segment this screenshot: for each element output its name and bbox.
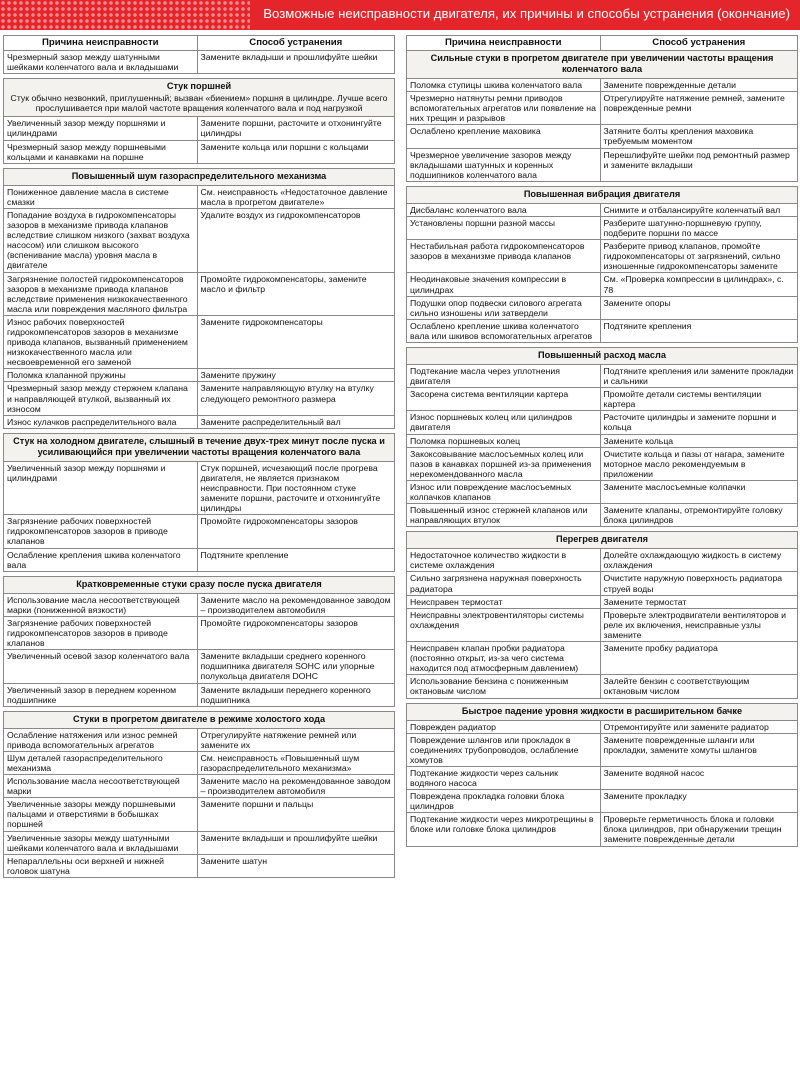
cause-cell: Установлены поршни разной массы	[407, 216, 601, 239]
table-row	[4, 185, 395, 208]
cause-cell: Неодинаковые значения компрессии в цилиндрах	[407, 273, 601, 296]
section-title-text: Перегрев двигателя	[555, 534, 649, 545]
cause-cell: Неисправны электровентиляторы системы охлаждения	[407, 608, 601, 641]
cause-cell: Ослабление крепления шкива коленчатого вала	[4, 548, 198, 571]
table-row	[4, 51, 395, 74]
remedy-cell: Перешлифуйте шейки под ремонтный размер и замените вкладыши	[600, 148, 797, 181]
section-title-text: Быстрое падение уровня жидкости в расширительном бачке	[461, 705, 743, 716]
table-row	[407, 79, 798, 92]
cause-cell: Износ кулачков распределительного вала	[4, 415, 198, 428]
cause-cell: Износ или повреждение маслосъемных колпачков клапанов	[407, 480, 601, 503]
table-row	[407, 766, 798, 789]
cause-cell: Увеличенный зазор между поршнями и цилиндрами	[4, 117, 198, 140]
cause-cell: Увеличенные зазоры между шатунными шейками коленчатого вала и вкладышами	[4, 831, 198, 854]
remedy-cell: Отрегулируйте натяжение ремней или замените их	[197, 728, 394, 751]
section-header-row	[407, 703, 798, 720]
remedy-cell: Подтяните крепления или замените прокладки и сальники	[600, 364, 797, 387]
table-row	[407, 572, 798, 595]
table-row	[407, 92, 798, 125]
cause-cell: Использование масла несоответствующей марки (пониженной вязкости)	[4, 593, 198, 616]
table-row	[4, 683, 395, 706]
remedy-cell: Замените поврежденные детали	[600, 79, 797, 92]
section-title	[4, 79, 395, 117]
remedy-cell: Замените пробку радиатора	[600, 642, 797, 675]
table-row	[407, 504, 798, 527]
table-row	[407, 388, 798, 411]
section-title-text: Сильные стуки в прогретом двигателе при увеличении частоты вращения коленчатого вала	[430, 53, 774, 74]
table-row	[407, 549, 798, 572]
remedy-cell: Замените гидрокомпенсаторы	[197, 315, 394, 368]
table-row	[407, 642, 798, 675]
remedy-cell: См. неисправность «Повышенный шум газораспределительного механизма»	[197, 751, 394, 774]
remedy-cell: Подтяните крепление	[197, 548, 394, 571]
section-title	[407, 703, 798, 720]
table-row	[407, 733, 798, 766]
cause-cell: Подтекание масла через уплотнения двигателя	[407, 364, 601, 387]
section-header-row	[4, 576, 395, 593]
table-row	[4, 140, 395, 163]
section-title-text: Повышенный расход масла	[538, 349, 666, 360]
table-row	[4, 415, 395, 428]
section-title	[407, 186, 798, 203]
table-row	[4, 515, 395, 548]
cause-cell: Увеличенный зазор в переднем коренном подшипнике	[4, 683, 198, 706]
cause-cell: Износ поршневых колец или цилиндров двигателя	[407, 411, 601, 434]
section-header-row	[407, 532, 798, 549]
table-row	[4, 548, 395, 571]
table-row	[4, 728, 395, 751]
remedy-cell: Очистите кольца и пазы от нагара, замените моторное масло рекомендуемым в приложении	[600, 447, 797, 480]
table-row	[4, 593, 395, 616]
cause-cell: Использование бензина с пониженным октановым числом	[407, 675, 601, 698]
cause-cell: Загрязнение полостей гидрокомпенсаторов зазоров в механизме привода клапанов вследствие применения низкокачественного масла или повреждения масляного фильтра	[4, 272, 198, 315]
cause-cell: Дисбаланс коленчатого вала	[407, 203, 601, 216]
left-column	[3, 35, 395, 878]
remedy-cell: Очистите наружную поверхность радиатора струей воды	[600, 572, 797, 595]
table-row	[407, 480, 798, 503]
table-row	[407, 319, 798, 342]
remedy-cell: Замените поршни и пальцы	[197, 798, 394, 831]
table-row	[4, 315, 395, 368]
remedy-cell: Замените термостат	[600, 595, 797, 608]
cause-cell: Чрезмерный зазор между стержнем клапана и направляющей втулкой, вызванный их износом	[4, 382, 198, 415]
remedy-cell: Промойте гидрокомпенсаторы, замените масло и фильтр	[197, 272, 394, 315]
right-column	[406, 35, 798, 847]
remedy-column-header: Способ устранения	[197, 36, 394, 51]
remedy-cell: Замените кольца	[600, 434, 797, 447]
table-row	[407, 240, 798, 273]
cause-cell: Ослабление натяжения или износ ремней привода вспомогательных агрегатов	[4, 728, 198, 751]
section-title-text: Стук на холодном двигателе, слышный в течение двух-трех минут после пуска и усиливающийся при увеличении частоты вращения коленчатого вала	[13, 435, 385, 457]
table-row	[4, 272, 395, 315]
table-row	[4, 650, 395, 683]
remedy-cell: Замените вкладыши и прошлифуйте шейки	[197, 831, 394, 854]
cause-cell: Пониженное давление масла в системе смазки	[4, 185, 198, 208]
table-row	[407, 203, 798, 216]
table-row	[407, 595, 798, 608]
cause-cell: Недостаточное количество жидкости в системе охлаждения	[407, 549, 601, 572]
table-row	[4, 616, 395, 649]
cause-cell: Поломка клапанной пружины	[4, 369, 198, 382]
remedy-cell: Замените пружину	[197, 369, 394, 382]
remedy-cell: Замените вкладыши среднего коренного подшипника двигателя SOHC или упорные полукольца двигателя DOHC	[197, 650, 394, 683]
cause-cell: Поврежден радиатор	[407, 720, 601, 733]
remedy-cell: Замените кольца или поршни с кольцами	[197, 140, 394, 163]
section-title-text: Кратковременные стуки сразу после пуска двигателя	[76, 578, 322, 589]
right-table	[406, 35, 798, 847]
cause-cell: Износ рабочих поверхностей гидрокомпенсаторов зазоров в механизме привода клапанов, вызванный применением низкокачественного масла или несвоевременной его заменой	[4, 315, 198, 368]
table-row	[407, 216, 798, 239]
remedy-cell: Расточите цилиндры и замените поршни и кольца	[600, 411, 797, 434]
section-title	[4, 711, 395, 728]
section-title	[407, 532, 798, 549]
remedy-cell: Затяните болты крепления маховика требуемым моментом	[600, 125, 797, 148]
table-row	[407, 273, 798, 296]
remedy-column-header: Способ устранения	[600, 36, 797, 51]
table-row	[407, 813, 798, 846]
cause-cell: Закоксовывание маслосъемных колец или пазов в канавках поршней из-за применения нерекомендованного масла	[407, 447, 601, 480]
remedy-cell: Замените масло на рекомендованное заводом – производителем автомобиля	[197, 775, 394, 798]
remedy-cell: Отрегулируйте натяжение ремней, замените поврежденные ремни	[600, 92, 797, 125]
table-row	[407, 411, 798, 434]
page-title: Возможные неисправности двигателя, их причины и способы устранения (окончание)	[263, 6, 790, 21]
section-title	[407, 347, 798, 364]
remedy-cell: Залейте бензин с соответствующим октановым числом	[600, 675, 797, 698]
cause-cell: Повышенный износ стержней клапанов или направляющих втулок	[407, 504, 601, 527]
section-title	[4, 433, 395, 461]
remedy-cell: Отремонтируйте или замените радиатор	[600, 720, 797, 733]
cause-cell: Подушки опор подвески силового агрегата сильно изношены или затвердели	[407, 296, 601, 319]
cause-cell: Сильно загрязнена наружная поверхность радиатора	[407, 572, 601, 595]
table-row	[407, 296, 798, 319]
remedy-cell: Промойте гидрокомпенсаторы зазоров	[197, 616, 394, 649]
remedy-cell: Проверьте герметичность блока и головки блока цилиндров, при обнаружении трещин замените поврежденные детали	[600, 813, 797, 846]
left-table	[3, 35, 395, 878]
section-header-row	[4, 711, 395, 728]
section-header-row	[407, 347, 798, 364]
remedy-cell: Подтяните крепления	[600, 319, 797, 342]
cause-cell: Непараллельны оси верхней и нижней головок шатуна	[4, 854, 198, 877]
remedy-cell: Замените клапаны, отремонтируйте головку блока цилиндров	[600, 504, 797, 527]
cause-cell: Повреждение шлангов или прокладок в соединениях трубопроводов, ослабление хомутов	[407, 733, 601, 766]
table-row	[407, 148, 798, 181]
remedy-cell: Снимите и отбалансируйте коленчатый вал	[600, 203, 797, 216]
cause-cell: Загрязнение рабочих поверхностей гидрокомпенсаторов зазоров в приводе клапанов	[4, 515, 198, 548]
cause-cell: Поломка поршневых колец	[407, 434, 601, 447]
cause-cell: Загрязнение рабочих поверхностей гидрокомпенсаторов зазоров в приводе клапанов	[4, 616, 198, 649]
remedy-cell: Удалите воздух из гидрокомпенсаторов	[197, 208, 394, 272]
section-header-row	[4, 433, 395, 461]
cause-cell: Попадание воздуха в гидрокомпенсаторы зазоров в механизме привода клапанов вследствие слишком низкого (захват воздуха насосом) или слишком высокого (вспенивание масла) уровня масла в двигателе	[4, 208, 198, 272]
cause-cell: Чрезмерное увеличение зазоров между вкладышами шатунных и коренных подшипников коленчатого вала	[407, 148, 601, 181]
header-banner	[0, 0, 800, 30]
remedy-cell: Долейте охлаждающую жидкость в систему охлаждения	[600, 549, 797, 572]
remedy-cell: См. неисправность «Недостаточное давление масла в прогретом двигателе»	[197, 185, 394, 208]
table-row	[4, 775, 395, 798]
cause-cell: Засорена система вентиляции картера	[407, 388, 601, 411]
cause-column-header: Причина неисправности	[407, 36, 601, 51]
cause-cell: Увеличенный зазор между поршнями и цилиндрами	[4, 461, 198, 514]
cause-cell: Чрезмерный зазор между шатунными шейками коленчатого вала и вкладышами	[4, 51, 198, 74]
table-row	[407, 447, 798, 480]
table-row	[407, 790, 798, 813]
table-row	[407, 364, 798, 387]
table-row	[407, 434, 798, 447]
table-row	[4, 208, 395, 272]
cause-cell: Подтекание жидкости через микротрещины в блоке или головке блока цилиндров	[407, 813, 601, 846]
table-row	[4, 751, 395, 774]
section-title	[4, 168, 395, 185]
cause-cell: Чрезмерно натянуты ремни приводов вспомогательных агрегатов или появление на них трещин и разрывов	[407, 92, 601, 125]
section-header-row	[407, 186, 798, 203]
table-row	[4, 798, 395, 831]
cause-cell: Неисправен термостат	[407, 595, 601, 608]
cause-cell: Ослаблено крепление маховика	[407, 125, 601, 148]
cause-cell: Шум деталей газораспределительного механизма	[4, 751, 198, 774]
cause-cell: Использование масла несоответствующей марки	[4, 775, 198, 798]
remedy-cell: Замените опоры	[600, 296, 797, 319]
table-row	[4, 831, 395, 854]
remedy-cell: Проверьте электродвигатели вентиляторов и реле их включения, неисправные узлы замените	[600, 608, 797, 641]
remedy-cell: Замените поршни, расточите и отхонингуйте цилиндры	[197, 117, 394, 140]
cause-cell: Поломка ступицы шкива коленчатого вала	[407, 79, 601, 92]
remedy-cell: Замените распределительный вал	[197, 415, 394, 428]
table-row	[4, 382, 395, 415]
section-header-row	[4, 79, 395, 117]
remedy-cell: Замените вкладыши переднего коренного подшипника	[197, 683, 394, 706]
remedy-cell: Замените водяной насос	[600, 766, 797, 789]
section-title	[407, 51, 798, 79]
table-row	[407, 720, 798, 733]
table-row	[4, 117, 395, 140]
remedy-cell: Замените вкладыши и прошлифуйте шейки	[197, 51, 394, 74]
remedy-cell: Промойте детали системы вентиляции картера	[600, 388, 797, 411]
cause-cell: Увеличенный осевой зазор коленчатого вала	[4, 650, 198, 683]
table-row	[407, 125, 798, 148]
cause-cell: Повреждена прокладка головки блока цилиндров	[407, 790, 601, 813]
remedy-cell: Замените направляющую втулку на втулку следующего ремонтного размера	[197, 382, 394, 415]
cause-cell: Чрезмерный зазор между поршневыми кольцами и канавками на поршне	[4, 140, 198, 163]
remedy-cell: Разберите шатунно-поршневую группу, подберите поршни по массе	[600, 216, 797, 239]
section-title-text: Стуки в прогретом двигателе в режиме холостого хода	[72, 713, 326, 724]
cause-cell: Увеличенные зазоры между поршневыми пальцами и отверстиями в бобышках поршней	[4, 798, 198, 831]
remedy-cell: Замените масло на рекомендованное заводом – производителем автомобиля	[197, 593, 394, 616]
remedy-cell: Замените маслосъемные колпачки	[600, 480, 797, 503]
section-header-row	[4, 168, 395, 185]
remedy-cell: См. «Проверка компрессии в цилиндрах», с. 78	[600, 273, 797, 296]
remedy-cell: Стук поршней, исчезающий после прогрева двигателя, не является признаком неисправности. При постоянном стуке замените поршни, расточите и отхонингуйте цилиндры	[197, 461, 394, 514]
section-note: Стук обычно незвонкий, приглушенный; вызван «биением» поршня в цилиндре. Лучше всего прослушивается при малой частоте вращения коленчатого вала и под нагрузкой	[10, 93, 388, 114]
cause-column-header: Причина неисправности	[4, 36, 198, 51]
section-title-text: Стук поршней	[166, 81, 232, 92]
table-row	[4, 854, 395, 877]
table-row	[4, 461, 395, 514]
cause-cell: Неисправен клапан пробки радиатора (постоянно открыт, из-за чего система находится под атмосферным давлением)	[407, 642, 601, 675]
remedy-cell: Промойте гидрокомпенсаторы зазоров	[197, 515, 394, 548]
cause-cell: Ослаблено крепление шкива коленчатого вала или шкивов вспомогательных агрегатов	[407, 319, 601, 342]
section-header-row	[407, 51, 798, 79]
remedy-cell: Замените поврежденные шланги или прокладки, замените хомуты шлангов	[600, 733, 797, 766]
remedy-cell: Замените прокладку	[600, 790, 797, 813]
section-title-text: Повышенная вибрация двигателя	[523, 188, 681, 199]
cause-cell: Нестабильная работа гидрокомпенсаторов зазоров в механизме привода клапанов	[407, 240, 601, 273]
cause-cell: Подтекание жидкости через сальник водяного насоса	[407, 766, 601, 789]
table-row	[407, 675, 798, 698]
table-row	[407, 608, 798, 641]
remedy-cell: Разберите привод клапанов, промойте гидрокомпенсаторы от загрязнений, сильно изношенные гидрокомпенсаторы замените	[600, 240, 797, 273]
table-row	[4, 369, 395, 382]
section-title-text: Повышенный шум газораспределительного механизма	[71, 170, 327, 181]
section-title	[4, 576, 395, 593]
remedy-cell: Замените шатун	[197, 854, 394, 877]
banner-dot-pattern	[0, 0, 250, 30]
